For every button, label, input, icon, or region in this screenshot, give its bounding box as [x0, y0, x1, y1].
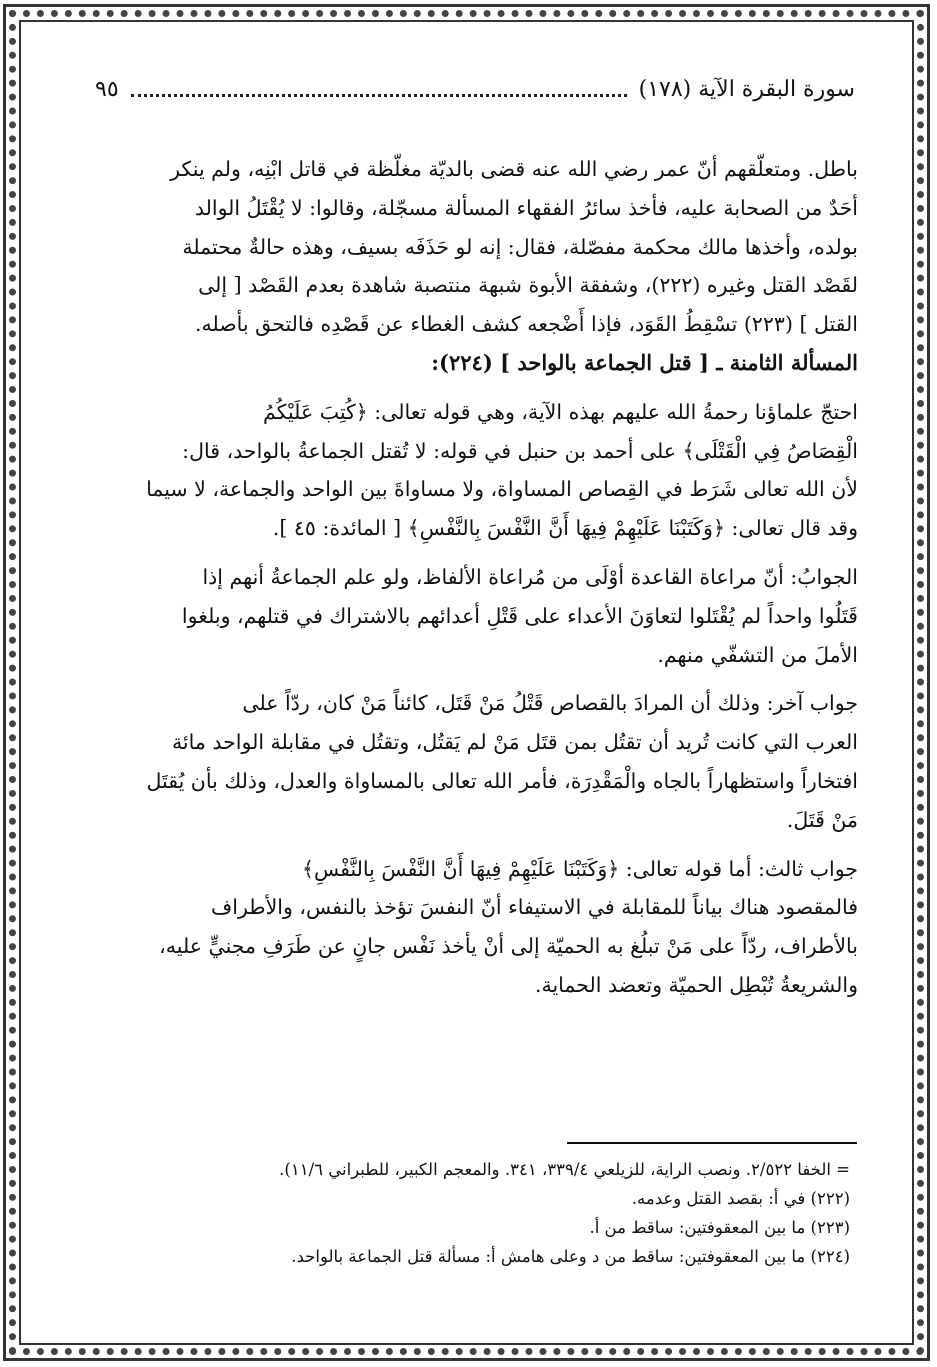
text-line: الْقِصَاصُ فِي الْقَتْلَى﴾ على أحمد بن حنبل في قوله: لا تُقتل الجماعةُ بالواحد، قال:: [182, 438, 858, 463]
header-leader-dots: [131, 82, 627, 97]
text-line: مَنْ قَتَلَ.: [786, 807, 858, 832]
paragraph-1: [100, 150, 858, 344]
footnote: (٢٢٣) ما بين المعقوفتين: ساقط من أ.: [589, 1218, 850, 1237]
text-line: وقد قال تعالى: ﴿وَكَتَبْنَا عَلَيْهِمْ فِيهَا أَنَّ النَّفْسَ بِالنَّفْسِ﴾ [ المائدة: ٤٥ ].: [272, 516, 858, 541]
text-line: فالمقصود هناك بياناً للمقابلة في الاستيفاء أنّ النفسَ تؤخذ بالنفس، والأطراف: [211, 895, 858, 920]
page-number: ٩٥: [95, 76, 119, 102]
text-line: بولده، وأخذها مالك محكمة مفصّلة، فقال: إنه لو حَذَفَه بسيف، وهذه حالةٌ محتملة: [182, 234, 858, 259]
text-line: لأن الله تعالى شَرَط في القِصاص المساواة، ولا مساواةَ بين الواحد والجماعة، لا سيما: [146, 477, 858, 502]
footnote: (٢٢٢) في أ: بقصد القتل وعدمه.: [631, 1189, 850, 1208]
text-line: قَتَلُوا واحداً لم يُقْتَلوا لتعاوَنَ الأعداء على قَتْلِ أعدائهم بالاشتراك في قتلهم، وبلغوا: [181, 603, 858, 628]
footnotes: [150, 1155, 850, 1271]
text-line: جواب ثالث: أما قوله تعالى: ﴿وَكَتَبْنَا عَلَيْهِمْ فِيهَا أَنَّ النَّفْسَ بِالنَّفْسِ﴾: [301, 856, 858, 881]
text-line: لقَصْد القتل وغيره (٢٢٢)، وشفقة الأبوة شبهة منتصبة شاهدة بعدم القَصْد [ إلى: [198, 273, 858, 298]
text-line: والشريعةُ تُبْطِل الحميّة وتعضد الحماية.: [534, 972, 858, 997]
paragraph-4: [100, 684, 858, 839]
text-line: الجوابُ: أنّ مراعاة القاعدة أوْلَى من مُراعاة الألفاظ، ولو علم الجماعةُ أنهم إذا: [202, 564, 858, 589]
header-title: سورة البقرة الآية (١٧٨): [638, 76, 855, 102]
text-line: احتجّ علماؤنا رحمةُ الله عليهم بهذه الآية، وهي قوله تعالى: ﴿كُتِبَ عَلَيْكُمُ: [263, 399, 858, 424]
footnote-separator: [567, 1142, 857, 1144]
main-text: [100, 150, 858, 1005]
footnote: = الخفا ٢/٥٢٢. ونصب الراية، للزيلعي ٣٣٩/٤، ٣٤١. والمعجم الكبير، للطبراني ١١/٦).: [279, 1160, 850, 1179]
footnote: (٢٢٤) ما بين المعقوفتين: ساقط من د وعلى هامش أ: مسألة قتل الجماعة بالواحد.: [291, 1247, 850, 1266]
paragraph-5: [100, 850, 858, 1005]
text-line: أحَدٌ من الصحابة عليه، فأخذ سائرُ الفقهاء المسألة مسجّلة، وقالوا: لا يُقْتَلُ الوالد: [194, 195, 858, 220]
paragraph-3: [100, 558, 858, 674]
text-line: القتل ] (٢٢٣) تسْقِطُ القَوَد، فإذا أَضْجعه كشف الغطاء عن قَصْدِه فالتحق بأصله.: [194, 312, 858, 337]
text-line: الأملَ من التشفّي منهم.: [657, 642, 858, 667]
paragraph-2: [100, 393, 858, 548]
running-header: [95, 72, 855, 106]
text-line: جواب آخر: وذلك أن المرادَ بالقصاص قَتْلُ مَنْ قَتَل، كائناً مَنْ كان، ردّاً على: [242, 691, 858, 716]
text-line: العرب التي كانت تُريد أن تقتُل بمن قتَل مَنْ لم يَقتُل، وتقتُل في مقابلة الواحد مائة: [171, 730, 858, 755]
text-line: بالأطراف، ردّاً على مَنْ تبلُغ به الحميّة إلى أنْ يأخذ نَفْس جانٍ عن طَرَفِ مجنيٍّ عليه،: [159, 934, 858, 959]
text-line: باطل. ومتعلّقهم أنّ عمر رضي الله عنه قضى بالديّة مغلّظة في قاتل ابْنِه، ولم ينكر: [170, 157, 858, 181]
section-heading: المسألة الثامنة ـ [ قتل الجماعة بالواحد ] (٢٢٤):: [431, 349, 858, 375]
text-line: افتخاراً واستظهاراً بالجاه والْمَقْدِرَة، فأمر الله تعالى بالمساواة والعدل، وذلك بأن يُقتَل: [146, 768, 858, 793]
